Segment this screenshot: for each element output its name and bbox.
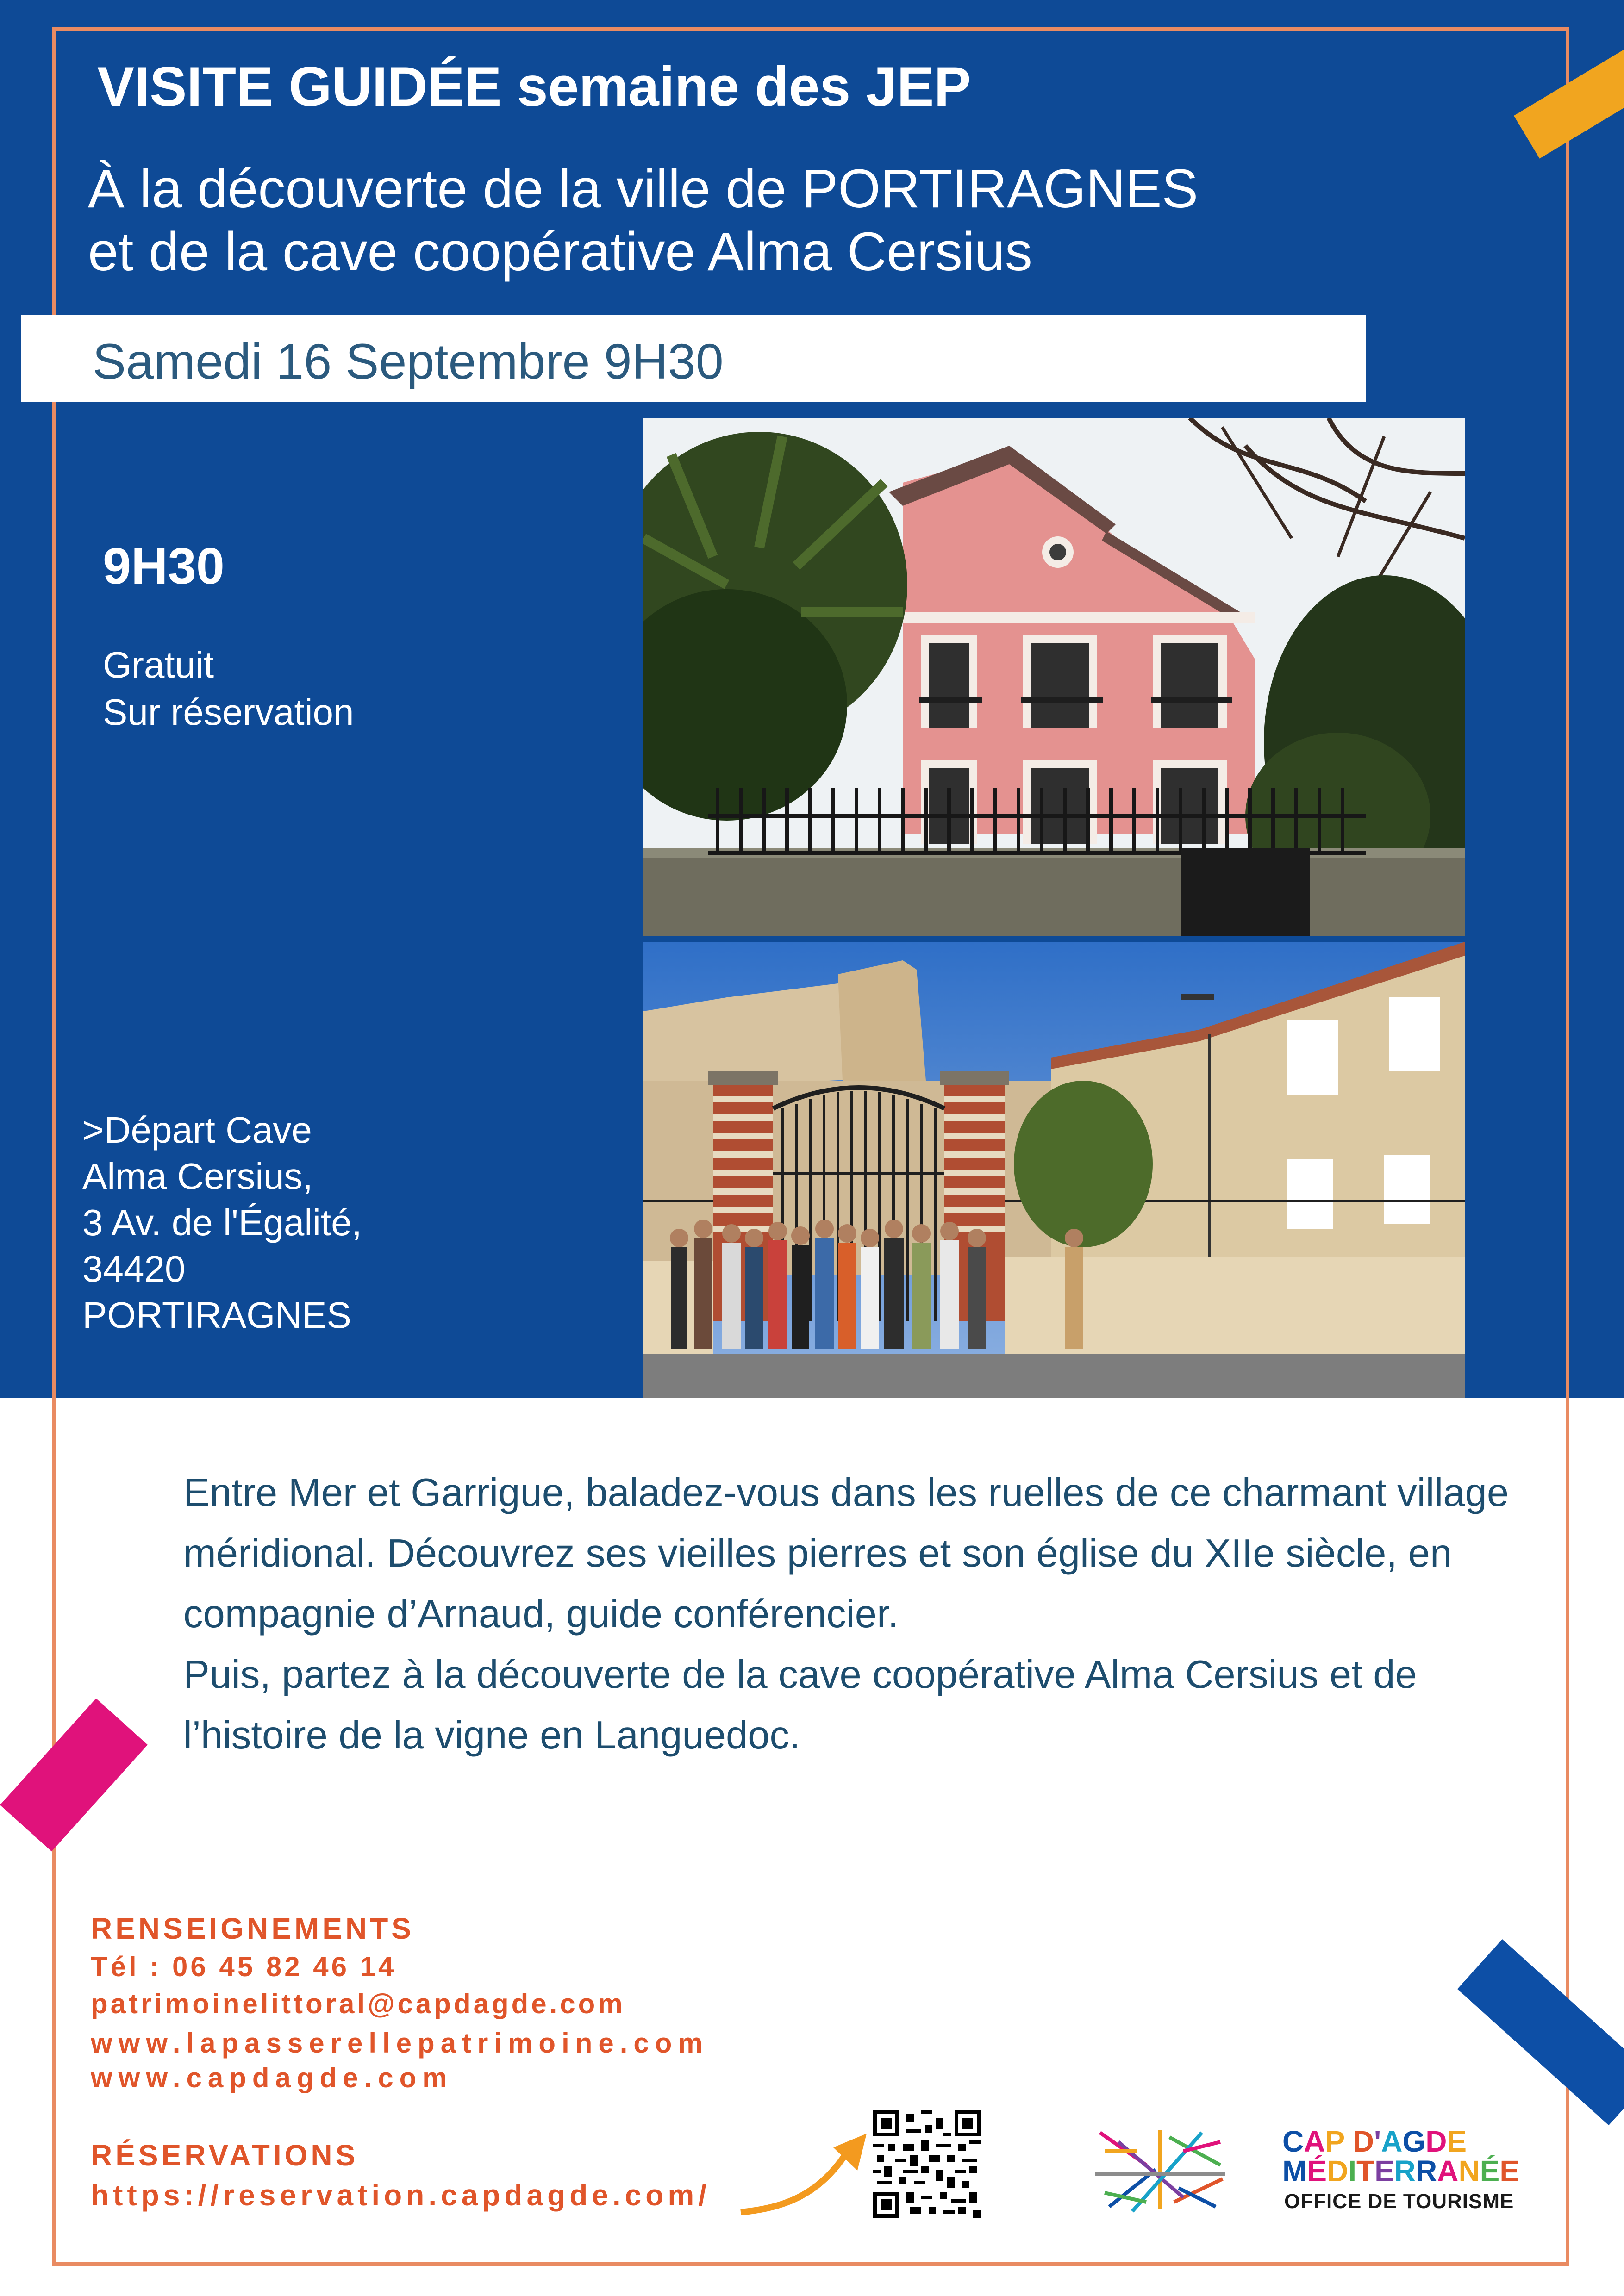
meeting-point-line: Alma Cersius, xyxy=(82,1156,313,1197)
patrimoine-logo xyxy=(1091,2123,1230,2216)
logo-letter: C xyxy=(1282,2125,1304,2158)
page-title: VISITE GUIDÉE semaine des JEP xyxy=(97,56,971,118)
event-date: Samedi 16 Septembre 9H30 xyxy=(93,333,724,389)
reservations-heading: RÉSERVATIONS xyxy=(91,2139,359,2172)
email-link[interactable]: patrimoinelittoral@capdagde.com xyxy=(91,1988,625,2019)
logo-text-line-3: OFFICE DE TOURISME xyxy=(1284,2190,1514,2213)
logo-letter: A xyxy=(1381,2125,1403,2158)
logo-text-line-1 xyxy=(1282,2124,1467,2159)
logo-letter: A xyxy=(1437,2154,1459,2188)
event-description xyxy=(183,1462,1517,1766)
capdagde-logo xyxy=(1282,2124,1520,2231)
page-subtitle xyxy=(88,157,1198,283)
villa-photo xyxy=(643,418,1465,936)
meeting-point-line: 3 Av. de l'Égalité, xyxy=(82,1202,362,1243)
logo-letter: M xyxy=(1282,2154,1307,2188)
logo-letter: R xyxy=(1394,2154,1416,2188)
villa-photo-illustration xyxy=(643,418,1465,936)
meeting-point-line: PORTIRAGNES xyxy=(82,1294,351,1336)
website-link-capdagde[interactable]: www.capdagde.com xyxy=(91,2062,453,2093)
logo-letter: E xyxy=(1447,2125,1467,2158)
phone-number[interactable]: Tél : 06 45 82 46 14 xyxy=(91,1951,397,1982)
logo-letter: D xyxy=(1425,2125,1447,2158)
meeting-point xyxy=(82,1107,362,1338)
cave-photo xyxy=(643,942,1465,1398)
logo-letter: ' xyxy=(1374,2125,1381,2158)
event-price-info xyxy=(103,641,354,736)
info-heading: RENSEIGNEMENTS xyxy=(91,1912,414,1945)
logo-letter: I xyxy=(1348,2154,1356,2188)
logo-letter: D xyxy=(1327,2154,1349,2188)
logo-letter: R xyxy=(1416,2154,1437,2188)
subtitle-line-1: À la découverte de la ville de PORTIRAGNES xyxy=(88,158,1199,219)
qr-code-icon[interactable] xyxy=(873,2110,981,2218)
website-link-passerelle[interactable]: www.lapasserellepatrimoine.com xyxy=(91,2028,709,2059)
arrow-icon xyxy=(736,2120,875,2221)
logo-letter xyxy=(1344,2125,1353,2158)
subtitle-line-2: et de la cave coopérative Alma Cersius xyxy=(88,221,1032,282)
event-time: 9H30 xyxy=(103,538,225,595)
logo-letter: D xyxy=(1352,2125,1374,2158)
logo-letter: T xyxy=(1356,2154,1375,2188)
logo-letter: É xyxy=(1480,2154,1500,2188)
booking-note: Sur réservation xyxy=(103,691,354,733)
description-paragraph: Entre Mer et Garrigue, baladez-vous dans les ruelles de ce charmant village méridional. Découvrez ses vieilles pierres et son église du XIIe siècle, en compagnie d’Arnaud, guide conférencier. xyxy=(183,1471,1509,1636)
cave-photo-illustration xyxy=(643,942,1465,1398)
logo-letter: É xyxy=(1307,2154,1327,2188)
logo-letter: E xyxy=(1499,2154,1520,2188)
logo-letter: A xyxy=(1304,2125,1325,2158)
description-paragraph: Puis, partez à la découverte de la cave coopérative Alma Cersius et de l’histoire de la vigne en Languedoc. xyxy=(183,1653,1417,1757)
logo-letter: G xyxy=(1402,2125,1426,2158)
meeting-point-line: >Départ Cave xyxy=(82,1109,312,1151)
meeting-point-line: 34420 xyxy=(82,1248,186,1289)
logo-text-line-2 xyxy=(1282,2154,1519,2188)
logo-letter: P xyxy=(1325,2125,1344,2158)
reservation-link[interactable]: https://reservation.capdagde.com/ xyxy=(91,2178,711,2212)
logo-letter: N xyxy=(1458,2154,1480,2188)
price-label: Gratuit xyxy=(103,644,214,685)
logo-letter: E xyxy=(1374,2154,1394,2188)
